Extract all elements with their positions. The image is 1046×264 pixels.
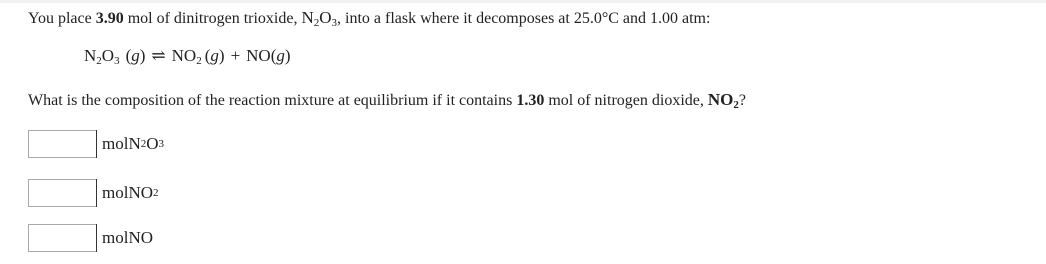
- n2o3-unit-label: mol N 2 O 3: [96, 130, 164, 158]
- question-prefix: What is the composition of the reaction mixture at equilibrium if it contains: [28, 92, 517, 109]
- n2o3-moles-input[interactable]: [28, 130, 96, 158]
- reaction-equation: $N_2O_3$ (g) ⇌ $NO_2$ (g) + NO(g): [84, 46, 291, 67]
- top-divider: [0, 0, 1046, 3]
- answer-row-no: [28, 223, 153, 253]
- equilibrium-moles: 1.30: [516, 92, 545, 109]
- answer-row-n2o3: [28, 129, 164, 159]
- problem-question: [28, 90, 746, 111]
- question-suffix: ?: [738, 92, 746, 109]
- question-mid: mol of nitrogen dioxide,: [544, 92, 708, 109]
- intro-suffix: , into a flask where it decomposes at 25.0°C and 1.00 atm:: [337, 10, 711, 27]
- intro-formula: $N_2O_3$: [301, 8, 338, 29]
- answer-row-no2: [28, 178, 159, 208]
- equilibrium-arrow: ⇌: [151, 46, 166, 65]
- product-no2: $NO_2$: [171, 46, 202, 67]
- intro-prefix: You place: [28, 10, 96, 27]
- no-unit-label: mol NO: [96, 224, 153, 252]
- plus-sign: +: [230, 46, 241, 65]
- no2-moles-input[interactable]: [28, 179, 96, 207]
- no-moles-input[interactable]: [28, 224, 96, 252]
- product-no: NO: [246, 46, 271, 65]
- question-formula: $NO_2$: [707, 90, 739, 111]
- initial-moles: 3.90: [95, 10, 124, 27]
- problem-intro: [28, 8, 710, 29]
- intro-mid: mol of dinitrogen trioxide,: [123, 10, 302, 27]
- no2-unit-label: mol NO 2: [96, 179, 159, 207]
- reactant: $N_2O_3$: [84, 46, 120, 67]
